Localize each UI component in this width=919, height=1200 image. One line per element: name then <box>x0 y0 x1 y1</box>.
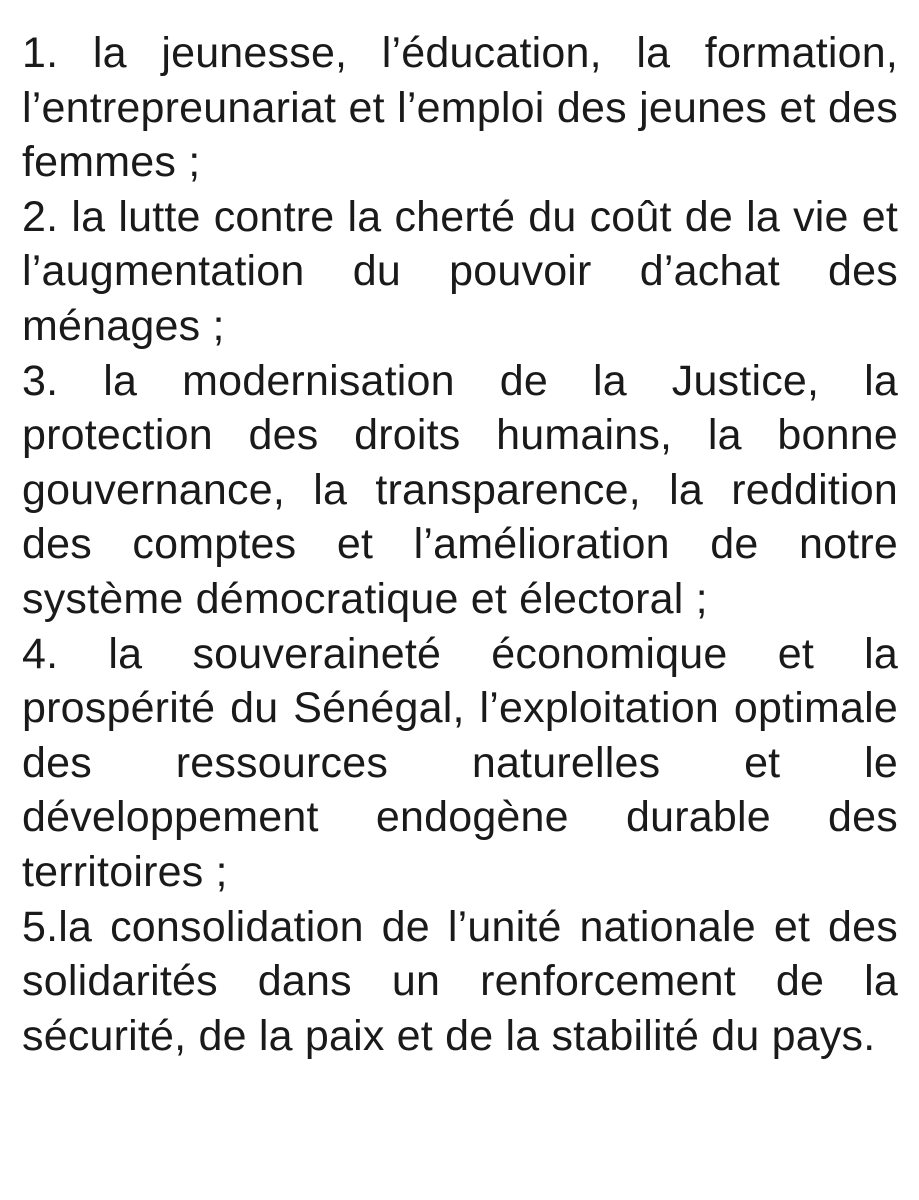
list-item-4: 4. la souveraineté économique et la prospérité du Sénégal, l’exploitation optimale des ressources naturelles et le développement endogène durable des territoires ; <box>22 629 898 896</box>
list-item-3: 3. la modernisation de la Justice, la protection des droits humains, la bonne gouvernance, la transparence, la reddition des comptes et l’amélioration de notre système démocratique et électoral ; <box>22 356 898 623</box>
list-item-1: 1. la jeunesse, l’éducation, la formation, l’entrepreunariat et l’emploi des jeunes et des femmes ; <box>22 29 898 187</box>
document-body <box>22 26 898 1063</box>
list-item-2: 2. la lutte contre la cherté du coût de la vie et l’augmentation du pouvoir d’achat des ménages ; <box>22 192 898 350</box>
list-item-5: 5.la consolidation de l’unité nationale et des solidarités dans un renforcement de la sécurité, de la paix et de la stabilité du pays. <box>22 902 898 1060</box>
